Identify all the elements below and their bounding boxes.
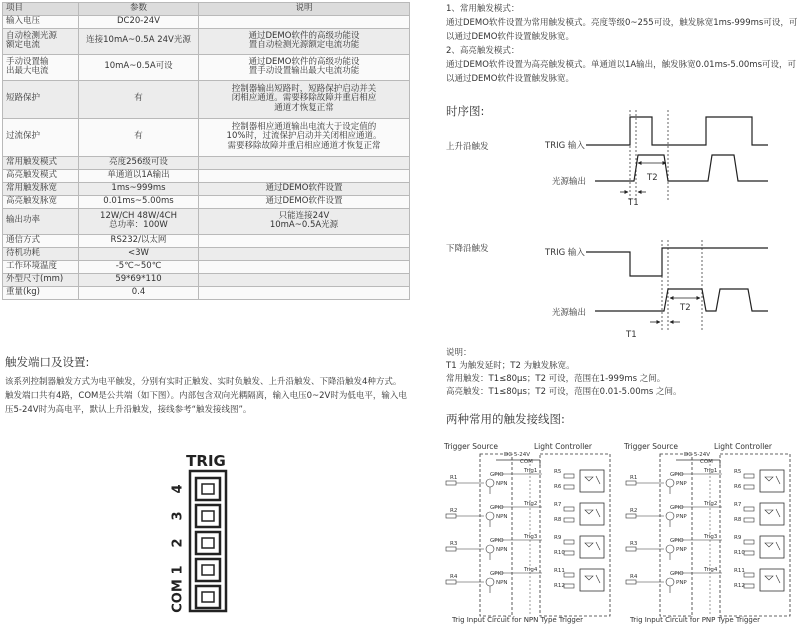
npn-transistor-label: NPN [496, 547, 508, 553]
pnp-trigger-source-label: Trigger Source [624, 442, 679, 451]
pnp-resistor-label: R5 [734, 469, 742, 475]
spec-cell-line: 单通道以1A输出 [107, 169, 170, 180]
pnp-transistor [666, 545, 674, 553]
spec-cell-line: -5℃~50℃ [115, 260, 162, 271]
npn-trigger-source-label: Trigger Source [444, 442, 499, 451]
npn-gpio-label: GPIO [490, 571, 504, 577]
spec-table-row [3, 169, 410, 182]
spec-table-cell-item [3, 156, 79, 169]
pnp-input-resistor-label: R4 [630, 574, 638, 580]
connector-pin-slot [196, 505, 220, 527]
npn-led-icon [585, 576, 593, 580]
spec-table-cell-param [79, 260, 199, 273]
spec-cell-line: 控制器相应通道输出电流大于设定值的 [231, 121, 377, 132]
npn-resistor [564, 551, 574, 555]
pnp-trig-label: Trig4 [704, 567, 718, 573]
spec-cell-line: 置手动设置输出最大电流功能 [248, 66, 360, 77]
spec-table-cell-item [3, 273, 79, 286]
npn-resistor [564, 540, 574, 544]
spec-table-cell-param [79, 54, 199, 80]
spec-cell-line: 置自动检测光源额定电流功能 [248, 40, 360, 51]
npn-gpio-label: GPIO [490, 538, 504, 544]
spec-table-cell-param [79, 15, 199, 28]
t2-label-falling: T2 [680, 303, 691, 313]
npn-resistor-label: R6 [554, 484, 562, 490]
connector-pin-slot [196, 559, 220, 581]
spec-table-cell-desc [199, 15, 410, 28]
trig-input-waveform-rising [586, 117, 768, 145]
npn-input-resistor [446, 514, 456, 518]
t1-label-falling: T1 [626, 330, 637, 340]
connector-pin-slot [196, 532, 220, 554]
pnp-gpio-label: GPIO [670, 505, 684, 511]
rising-edge-label: 上升沿触发 [446, 142, 489, 152]
spec-cell-line: 出最大电流 [6, 66, 49, 77]
spec-cell-line: 待机功耗 [6, 247, 41, 258]
spec-table-cell-desc [199, 247, 410, 260]
spec-table-cell-item [3, 15, 79, 28]
spec-table-cell-param [79, 286, 199, 299]
pnp-optocoupler [760, 470, 784, 492]
pnp-resistor-label: R7 [734, 502, 742, 508]
spec-cell-line: 闭相应通道。需要移除故障并重启相应 [231, 93, 377, 104]
pnp-controller-box [720, 454, 790, 616]
spec-table-cell-param [79, 208, 199, 234]
spec-table-row [3, 234, 410, 247]
pnp-resistor [744, 474, 754, 478]
pnp-resistor-label: R9 [734, 535, 742, 541]
npn-resistor [564, 474, 574, 478]
spec-table-cell-desc [199, 260, 410, 273]
spec-table-cell-desc [199, 80, 410, 118]
npn-trig-label: Trig1 [524, 468, 538, 474]
npn-transistor-label: NPN [496, 580, 508, 586]
npn-resistor-label: R12 [554, 583, 565, 589]
pnp-resistor [744, 584, 754, 588]
pnp-input-resistor-label: R1 [630, 475, 638, 481]
spec-table-header-cell: 参数 [79, 3, 199, 16]
spec-cell-line: 自动检测光源 [6, 30, 58, 41]
pnp-light-controller-label: Light Controller [714, 442, 772, 451]
spec-table-cell-item [3, 28, 79, 54]
trig-input-waveform-falling [586, 248, 768, 276]
spec-cell-line: RS232/以太网 [110, 234, 167, 245]
spec-cell-line: 通信方式 [6, 234, 41, 245]
npn-trig-label: Trig2 [524, 501, 538, 507]
npn-transistor [486, 512, 494, 520]
trig-connector-diagram [158, 448, 240, 620]
npn-resistor-label: R5 [554, 469, 562, 475]
t2-label-rising: T2 [647, 173, 658, 183]
spec-table-row [3, 182, 410, 195]
spec-table-cell-item [3, 208, 79, 234]
t1-label-rising: T1 [628, 198, 639, 208]
spec-cell-line: 只能连接24V [278, 210, 330, 221]
spec-cell-line: 外型尺寸(mm) [6, 273, 64, 284]
pnp-resistor [744, 485, 754, 489]
pin-label-3: 3 [170, 511, 186, 521]
spec-cell-line: 12W/CH 48W/4CH [100, 210, 177, 221]
spec-cell-line: 0.4 [131, 286, 146, 297]
spec-table-row [3, 28, 410, 54]
spec-table-cell-param [79, 156, 199, 169]
spec-cell-line: 高亮触发模式 [6, 169, 58, 180]
spec-cell-line: 10mA~0.5A光源 [269, 220, 339, 231]
spec-table-cell-param [79, 195, 199, 208]
pnp-trig-label: Trig1 [704, 468, 718, 474]
spec-table-cell-param [79, 247, 199, 260]
spec-table-row [3, 208, 410, 234]
pnp-resistor [744, 518, 754, 522]
spec-cell-line: 通过DEMO软件设置 [265, 195, 343, 206]
npn-com-label: COM [520, 459, 533, 465]
spec-cell-line: 常用触发脉宽 [6, 182, 58, 193]
spec-cell-line: <3W [128, 247, 149, 258]
spec-table-row [3, 260, 410, 273]
npn-resistor-label: R10 [554, 550, 565, 556]
spec-table-cell-desc [199, 234, 410, 247]
pnp-resistor-label: R11 [734, 568, 745, 574]
pnp-input-resistor [626, 580, 636, 584]
pin-label-4: 4 [170, 484, 186, 494]
pnp-input-resistor [626, 481, 636, 485]
spec-cell-line: 通过DEMO软件的高级功能设 [248, 56, 360, 67]
spec-table-cell-param [79, 273, 199, 286]
spec-table-cell-item [3, 54, 79, 80]
npn-resistor-label: R8 [554, 517, 562, 523]
pnp-input-resistor-label: R3 [630, 541, 638, 547]
connector-pin-slot [196, 478, 220, 500]
npn-transistor [486, 479, 494, 487]
spec-table-cell-item [3, 80, 79, 118]
spec-table-cell-item [3, 195, 79, 208]
spec-cell-line: 通过DEMO软件设置 [265, 182, 343, 193]
npn-transistor [486, 578, 494, 586]
pnp-dc-label: DC 5-24V [684, 452, 711, 458]
trigger-port-title: 触发端口及设置: [5, 355, 90, 369]
pnp-led-icon [765, 576, 773, 580]
spec-table-header-cell: 说明 [199, 3, 410, 16]
npn-source-box [480, 454, 512, 616]
npn-input-resistor [446, 547, 456, 551]
spec-table-cell-item [3, 247, 79, 260]
npn-led-icon [585, 477, 593, 481]
pnp-resistor [744, 551, 754, 555]
spec-cell-line: 有 [134, 131, 143, 142]
spec-cell-line: 通过DEMO软件的高级功能设 [248, 30, 360, 41]
light-output-label: 光源输出 [552, 308, 587, 318]
npn-dc-label: DC 5-24V [504, 452, 531, 458]
spec-table-cell-param [79, 80, 199, 118]
spec-table-cell-item [3, 118, 79, 156]
pnp-gpio-label: GPIO [670, 571, 684, 577]
pnp-transistor-label: PNP [676, 547, 687, 553]
pnp-input-resistor-label: R2 [630, 508, 638, 514]
notes-line-1: T1 为触发延时；T2 为触发脉宽。 [446, 361, 575, 371]
npn-optocoupler [580, 470, 604, 492]
light-output-label: 光源输出 [552, 177, 587, 187]
spec-table-row [3, 80, 410, 118]
pnp-source-box [660, 454, 692, 616]
npn-light-controller-label: Light Controller [534, 442, 592, 451]
npn-resistor-label: R11 [554, 568, 565, 574]
spec-table-cell-desc [199, 273, 410, 286]
spec-table-cell-desc [199, 169, 410, 182]
npn-input-resistor-label: R1 [450, 475, 458, 481]
spec-table-cell-item [3, 169, 79, 182]
timing-diagram [540, 110, 802, 346]
spec-table-header-row [3, 3, 410, 16]
spec-table-cell-item [3, 260, 79, 273]
pnp-optocoupler [760, 536, 784, 558]
pnp-input-resistor [626, 547, 636, 551]
npn-input-resistor-label: R4 [450, 574, 458, 580]
spec-cell-line: 重量(kg) [6, 286, 40, 297]
spec-table-row [3, 286, 410, 299]
pnp-com-label: COM [700, 459, 713, 465]
wiring-diagrams [440, 436, 802, 628]
spec-cell-line: 工作环境温度 [6, 260, 58, 271]
spec-table-row [3, 156, 410, 169]
pnp-resistor-label: R12 [734, 583, 745, 589]
spec-table-cell-item [3, 234, 79, 247]
npn-resistor [564, 584, 574, 588]
pnp-resistor [744, 507, 754, 511]
npn-optocoupler [580, 569, 604, 591]
spec-table-cell-desc [199, 286, 410, 299]
npn-led-icon [585, 543, 593, 547]
npn-transistor-label: NPN [496, 481, 508, 487]
npn-resistor [564, 485, 574, 489]
spec-table-cell-desc [199, 28, 410, 54]
pnp-led-icon [765, 543, 773, 547]
pnp-trig-label: Trig2 [704, 501, 718, 507]
pnp-transistor-label: PNP [676, 580, 687, 586]
connector-pin-slot [196, 586, 220, 608]
spec-table-cell-param [79, 118, 199, 156]
spec-table-row [3, 247, 410, 260]
spec-cell-line: 亮度256级可设 [109, 156, 168, 167]
spec-cell-line: 有 [134, 93, 143, 104]
pnp-transistor [666, 479, 674, 487]
spec-table-cell-param [79, 182, 199, 195]
spec-table-cell-desc [199, 54, 410, 80]
spec-cell-line: 常用触发模式 [6, 156, 58, 167]
spec-cell-line: 59*69*110 [115, 273, 162, 284]
npn-input-resistor [446, 481, 456, 485]
npn-resistor [564, 518, 574, 522]
spec-cell-line: 通道才恢复正常 [274, 103, 334, 114]
npn-trig-label: Trig3 [524, 534, 538, 540]
npn-input-resistor [446, 580, 456, 584]
spec-table [2, 2, 410, 300]
spec-cell-line: 控制器输出短路时，短路保护启动并关 [231, 83, 377, 94]
trigger-port-paragraph: 该系列控制器触发方式为电平触发，分别有实时正触发、实时负触发、上升沿触发、下降沿触发4种方式。触发端口共有4路，COM是公共端（如下图）。内部包含双向光耦隔离，输入电压0~2V时为低电平，输入电压5-24V时为高电平，默认上升沿触发，接线参考“触发接线图”。 [5, 377, 407, 415]
spec-cell-line: 输入电压 [6, 15, 41, 26]
spec-cell-line: 输出功率 [6, 215, 41, 226]
mode1-text: 通过DEMO软件设置为常用触发模式。亮度等级0~255可设，触发脉宽1ms-999ms可设，可以通过DEMO软件设置触发脉宽。 [446, 18, 798, 42]
pnp-input-resistor [626, 514, 636, 518]
pnp-resistor-label: R10 [734, 550, 745, 556]
npn-resistor-label: R9 [554, 535, 562, 541]
npn-input-resistor-label: R3 [450, 541, 458, 547]
pnp-resistor-label: R6 [734, 484, 742, 490]
pnp-resistor [744, 573, 754, 577]
pnp-caption: Trig Input Circuit for PNP Type Trigger [630, 616, 761, 624]
mode2-title: 2、高亮触发模式： [446, 46, 520, 56]
pnp-resistor [744, 540, 754, 544]
spec-table-cell-desc [199, 182, 410, 195]
pin-label-2: 2 [170, 538, 186, 548]
spec-cell-line: 总功率：100W [109, 220, 168, 231]
npn-optocoupler [580, 536, 604, 558]
notes-line-3: 高亮触发：T1≤80μs；T2 可设，范围在0.01-5.00ms 之间。 [446, 387, 682, 397]
spec-cell-line: 10%时，过流保护启动并关闭相应通道。 [226, 131, 382, 142]
light-output-waveform-rising [595, 155, 768, 181]
spec-cell-line: 额定电流 [6, 40, 41, 51]
spec-table-cell-item [3, 286, 79, 299]
pnp-transistor [666, 512, 674, 520]
pnp-optocoupler [760, 503, 784, 525]
spec-table-cell-desc [199, 208, 410, 234]
falling-edge-label: 下降沿触发 [446, 244, 489, 254]
spec-table-row [3, 118, 410, 156]
spec-table-cell-item [3, 182, 79, 195]
spec-table-row [3, 54, 410, 80]
pin-label-com: COM [170, 579, 186, 613]
spec-cell-line: 需要移除故障并重启相应通道才恢复正常 [227, 141, 381, 152]
npn-input-resistor-label: R2 [450, 508, 458, 514]
spec-cell-line: 连接10mA~0.5A 24V光源 [86, 35, 191, 46]
npn-transistor [486, 545, 494, 553]
npn-transistor-label: NPN [496, 514, 508, 520]
spec-table-row [3, 15, 410, 28]
spec-table-cell-desc [199, 195, 410, 208]
spec-table-cell-desc [199, 118, 410, 156]
wiring-title: 两种常用的触发接线图: [446, 412, 565, 426]
npn-resistor [564, 573, 574, 577]
npn-led-icon [585, 510, 593, 514]
npn-trig-label: Trig4 [524, 567, 538, 573]
pnp-transistor-label: PNP [676, 514, 687, 520]
connector-title: TRIG [186, 452, 226, 470]
npn-resistor [564, 507, 574, 511]
spec-cell-line: 高亮触发脉宽 [6, 195, 58, 206]
npn-gpio-label: GPIO [490, 505, 504, 511]
pnp-gpio-label: GPIO [670, 472, 684, 478]
pnp-trig-label: Trig3 [704, 534, 718, 540]
spec-cell-line: DC20-24V [117, 15, 160, 26]
spec-table-cell-param [79, 169, 199, 182]
spec-table-header-cell: 项目 [3, 3, 79, 16]
spec-cell-line: 过流保护 [6, 131, 41, 142]
spec-table-row [3, 195, 410, 208]
spec-cell-line: 手动设置输 [6, 56, 49, 67]
spec-cell-line: 0.01ms~5.00ms [103, 195, 174, 206]
notes-title: 说明： [446, 348, 472, 358]
spec-cell-line: 短路保护 [6, 93, 41, 104]
pnp-resistor-label: R8 [734, 517, 742, 523]
pnp-optocoupler [760, 569, 784, 591]
timing-title: 时序图: [446, 104, 485, 118]
spec-table-row [3, 273, 410, 286]
npn-optocoupler [580, 503, 604, 525]
pnp-transistor-label: PNP [676, 481, 687, 487]
spec-table-cell-param [79, 28, 199, 54]
mode2-text: 通过DEMO软件设置为高亮触发模式。单通道以1A输出，触发脉宽0.01ms-5.00ms可设，可以通过DEMO软件设置触发脉宽。 [446, 60, 797, 84]
pin-label-1: 1 [170, 565, 186, 575]
mode1-title: 1、常用触发模式： [446, 4, 520, 14]
trig-input-label: TRIG 输入 [545, 248, 585, 258]
spec-table-cell-param [79, 234, 199, 247]
pnp-led-icon [765, 477, 773, 481]
pnp-led-icon [765, 510, 773, 514]
npn-resistor-label: R7 [554, 502, 562, 508]
spec-cell-line: 1ms~999ms [111, 182, 166, 193]
pnp-transistor [666, 578, 674, 586]
npn-gpio-label: GPIO [490, 472, 504, 478]
notes-line-2: 常用触发：T1≤80μs；T2 可设，范围在1-999ms 之间。 [446, 374, 666, 384]
spec-table-body [3, 3, 410, 300]
spec-cell-line: 10mA~0.5A可设 [104, 61, 173, 72]
pnp-gpio-label: GPIO [670, 538, 684, 544]
npn-caption: Trig Input Circuit for NPN Type Trigger [452, 616, 584, 624]
spec-table-cell-desc [199, 156, 410, 169]
trig-input-label: TRIG 输入 [545, 141, 585, 151]
npn-controller-box [540, 454, 610, 616]
